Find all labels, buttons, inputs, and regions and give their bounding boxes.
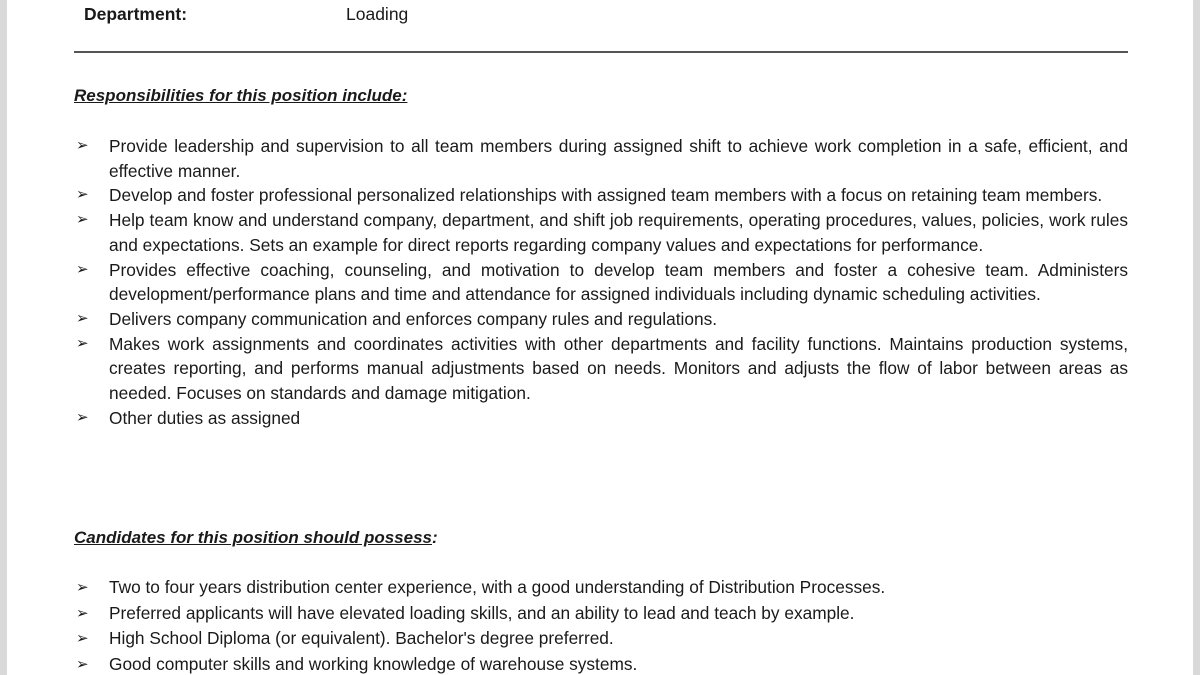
list-item xyxy=(74,183,1128,208)
horizontal-rule xyxy=(74,51,1128,53)
list-item xyxy=(74,575,1128,601)
arrow-bullet-icon: ➢ xyxy=(76,579,89,596)
list-item-text: Delivers company communication and enforces company rules and regulations. xyxy=(109,308,718,329)
right-page-edge xyxy=(1193,0,1200,675)
list-item xyxy=(74,652,1128,675)
list-item-text: Provide leadership and supervision to all team members during assigned shift to achieve work completion in a safe, efficient, and effective manner. xyxy=(109,136,1128,181)
candidates-heading-colon: : xyxy=(432,528,438,547)
list-item-text: High School Diploma (or equivalent). Bachelor's degree preferred. xyxy=(109,628,614,648)
arrow-bullet-icon: ➢ xyxy=(76,309,89,327)
arrow-bullet-icon: ➢ xyxy=(76,604,89,622)
list-item xyxy=(74,406,1128,431)
left-page-edge xyxy=(0,0,7,675)
arrow-bullet-icon: ➢ xyxy=(76,408,89,426)
list-item-text: Other duties as assigned xyxy=(109,407,301,428)
candidates-list xyxy=(74,575,1128,675)
department-value: Loading xyxy=(346,4,409,24)
arrow-bullet-icon: ➢ xyxy=(76,655,89,673)
responsibilities-heading-text: Responsibilities for this position include: xyxy=(74,86,408,105)
arrow-bullet-icon: ➢ xyxy=(76,186,89,204)
list-item xyxy=(74,332,1128,406)
list-item xyxy=(74,601,1128,627)
list-item xyxy=(74,626,1128,652)
candidates-heading-text: Candidates for this position should possess xyxy=(74,528,432,547)
list-item-text: Help team know and understand company, department, and shift job requirements, operating procedures, values, policies, work rules and expectations. Sets an example for direct reports regarding company values and expectations for performance. xyxy=(109,210,1128,255)
responsibilities-list xyxy=(74,134,1128,430)
arrow-bullet-icon: ➢ xyxy=(76,334,89,352)
arrow-bullet-icon: ➢ xyxy=(76,630,89,647)
list-item-text: Good computer skills and working knowledge of warehouse systems. xyxy=(109,653,638,674)
list-item-text: Makes work assignments and coordinates activities with other departments and facility functions. Maintains production systems, creates reporting, and performs manual adjustments based on needs. Monitors and adjusts the flow of labor between areas as needed. Focuses on standards and damage mitigation. xyxy=(109,333,1128,404)
arrow-bullet-icon: ➢ xyxy=(76,211,89,229)
candidates-heading xyxy=(74,527,438,549)
department-label: Department: xyxy=(84,4,188,24)
list-item xyxy=(74,307,1128,332)
responsibilities-heading xyxy=(74,85,407,107)
list-item xyxy=(74,208,1128,257)
list-item xyxy=(74,258,1128,307)
arrow-bullet-icon: ➢ xyxy=(76,137,89,154)
list-item-text: Preferred applicants will have elevated loading skills, and an ability to lead and teach by example. xyxy=(109,602,855,623)
list-item xyxy=(74,134,1128,183)
list-item-text: Develop and foster professional personalized relationships with assigned team members with a focus on retaining team members. xyxy=(109,185,1103,206)
department-row xyxy=(84,2,684,26)
list-item-text: Provides effective coaching, counseling, and motivation to develop team members and foster a cohesive team. Administers development/performance plans and time and attendance for assigned individuals including dynamic scheduling activities. xyxy=(109,259,1128,305)
list-item-text: Two to four years distribution center experience, with a good understanding of Distribution Processes. xyxy=(109,577,886,597)
arrow-bullet-icon: ➢ xyxy=(76,260,89,278)
